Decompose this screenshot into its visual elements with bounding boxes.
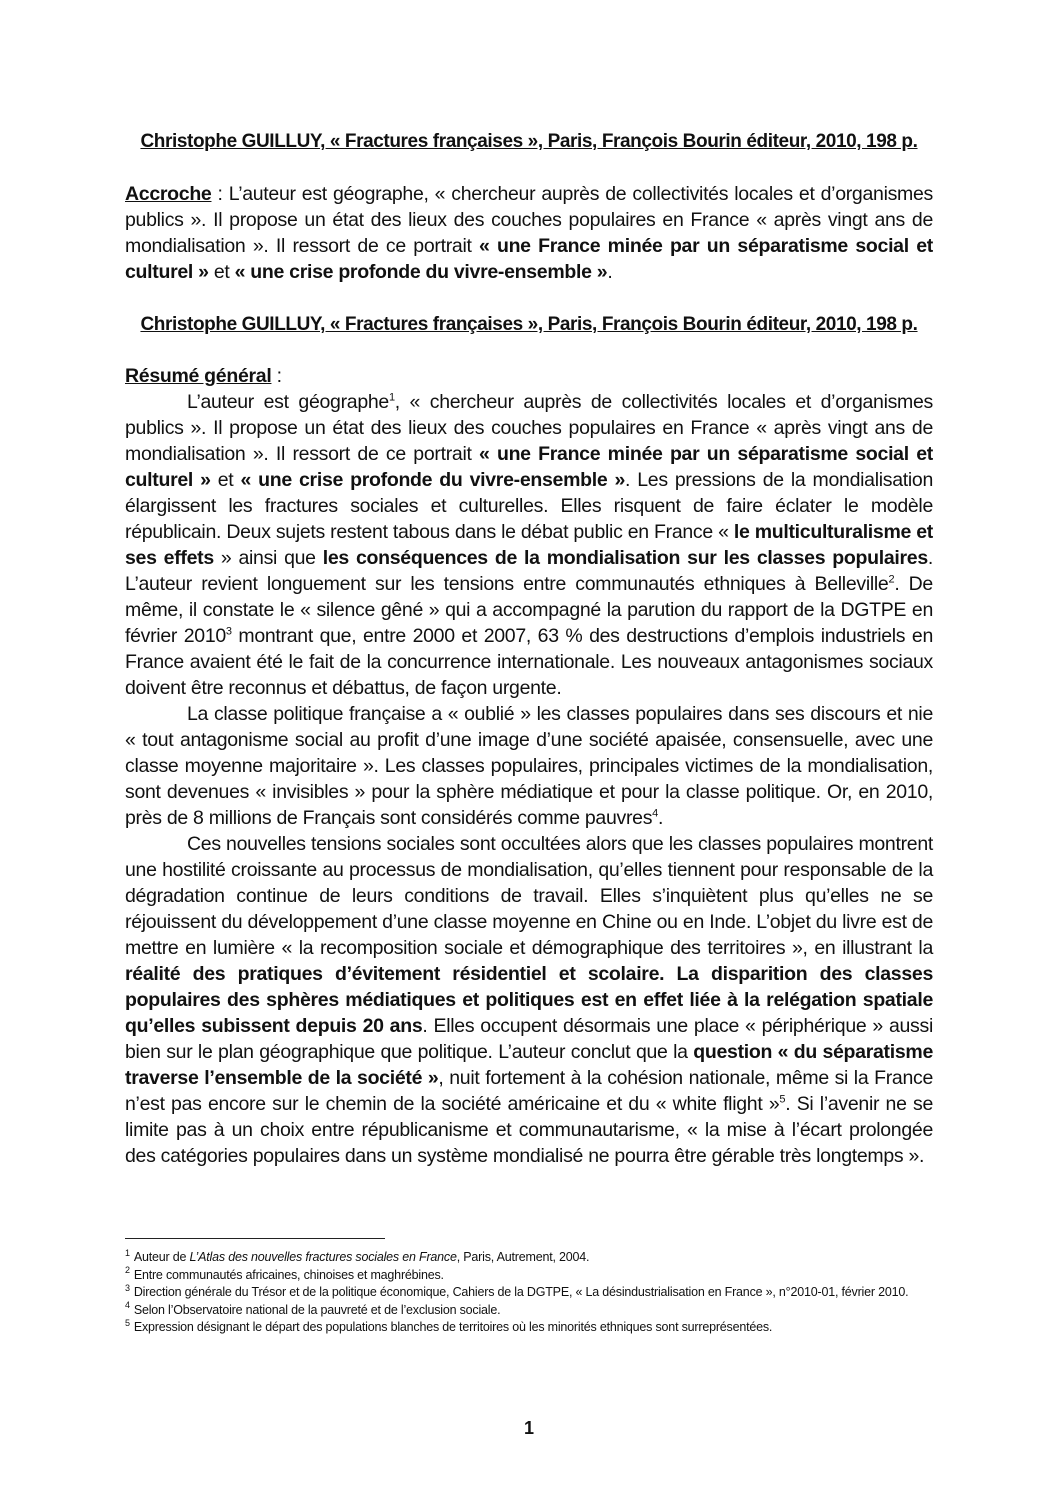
footnote-ref-3[interactable]: 3 [225, 625, 232, 638]
resume-paragraph-2: La classe politique française a « oublié » les classes populaires dans ses discours et nie « tout antagonisme social au profit d’une image d’une société apaisée, consensuelle, avec une classe moyenne majoritaire ». Les classes populaires, principales victimes de la mondialisation, sont devenues « invisibles » pour la sphère médiatique et pour la classe politique. Or, en 2010, près de 8 millions de Français sont considérés comme pauvres$^4$. [125, 703, 933, 829]
footnote-2: $^2$ Entre communautés africaines, chinoises et maghrébines. [125, 1265, 444, 1282]
accroche-bold-2: « une crise profonde du vivre-ensemble » [234, 261, 608, 283]
resume-paragraph-3: Ces nouvelles tensions sociales sont occultées alors que les classes populaires montrent une hostilité croissante au processus de mondialisation, qu’elles tiennent pour responsable de la dégradation continue de leurs conditions de travail. Elles s’inquiètent plus qu’elles ne se réjouissent du développement d’une classe moyenne en Chine ou en Inde. L’objet du livre est de mettre en lumière « la recomposition sociale et démographique des territoires », en illustrant la réalité des pratiques d’évitement résidentiel et scolaire. La disparition des classes populaires des sphères médiatiques et politiques est en effet liée à la relégation spatiale qu’elles subissent depuis 20 ans. Elles occupent désormais une place « périphérique » aussi bien sur le plan géographique que politique. L’auteur conclut que la question « du séparatisme traverse l’ensemble de la société », nuit fortement à la cohésion nationale, même si la France n’est pas encore sur le chemin de la société américaine et du « white flight »$^5$. Si l’avenir ne se limite pas à un choix entre républicanisme et communautarisme, « la mise à l’écart prolongée des catégories populaires dans un système mondialisé ne pourra être gérable très longtemps ». [125, 833, 933, 1167]
accroche-label: Accroche [125, 183, 212, 205]
footnote-ref-2[interactable]: 2 [888, 573, 895, 586]
resume-label-colon: : [271, 365, 282, 387]
accroche-text: et [208, 261, 235, 283]
footnote-ref-1[interactable]: 1 [388, 391, 395, 404]
footnote-4: $^4$ Selon l’Observatoire national de la pauvreté et de l’exclusion sociale. [125, 1300, 501, 1317]
footnote-3: $^3$ Direction générale du Trésor et de la politique économique, Cahiers de la DGTPE, « La désindustrialisation en France », n°2010-01, février 2010. [125, 1282, 909, 1299]
footnote-ref-4[interactable]: 4 [652, 807, 658, 820]
reference-title-1: Christophe GUILLUY, « Fractures françaises », Paris, François Bourin éditeur, 2010, 198 p. [140, 131, 918, 152]
accroche-text: . [607, 261, 613, 283]
footnote-separator [125, 1238, 385, 1239]
footnote-5: $^5$ Expression désignant le départ des populations blanches de territoires où les minorités ethniques sont surreprésentées. [125, 1317, 773, 1334]
resume-paragraph-1: L’auteur est géographe$^1$, « chercheur auprès de collectivités locales et d’organismes publics ». Il propose un état des lieux des couches populaires en France « après vingt ans de mondialisation ». Il ressort de ce portrait « une France minée par un séparatisme social et culturel » et « une crise profonde du vivre-ensemble ». Les pressions de la mondialisation élargissent les fractures sociales et culturelles. Elles risquent de faire éclater le modèle républicain. Deux sujets restent tabous dans le débat public en France « le multiculturalisme et ses effets » ainsi que les conséquences de la mondialisation sur les classes populaires. L’auteur revient longuement sur les tensions entre communautés ethniques à Belleville$^2$. De même, il constate le « silence gêné » qui a accompagné la parution du rapport de la DGTPE en février 2010$^3$ montrant que, entre 2000 et 2007, 63 % des destructions d’emplois industriels en France avaient été le fait de la concurrence internationale. Les nouveaux antagonismes sociaux doivent être reconnus et débattus, de façon urgente. [125, 391, 933, 699]
accroche-bold-1: « une France minée par un séparatisme social et culturel » [125, 235, 933, 283]
accroche-paragraph [125, 181, 933, 285]
accroche-text: : L’auteur est géographe, « chercheur auprès de collectivités locales et d’organismes publics ». Il propose un état des lieux des couches populaires en France « après vingt ans de mondialisation ». Il ressort de ce portrait [125, 183, 933, 257]
reference-title-2: Christophe GUILLUY, « Fractures françaises », Paris, François Bourin éditeur, 2010, 198 p. [140, 314, 918, 335]
resume-section [125, 363, 933, 1169]
footnotes [125, 1249, 933, 1337]
resume-label: Résumé général [125, 365, 272, 387]
page-number: 1 [523, 1418, 534, 1438]
footnote-1: $^1$ Auteur de L’Atlas des nouvelles fractures sociales en France, Paris, Autrement, 2004. [125, 1247, 590, 1264]
footnote-ref-5[interactable]: 5 [779, 1093, 786, 1106]
